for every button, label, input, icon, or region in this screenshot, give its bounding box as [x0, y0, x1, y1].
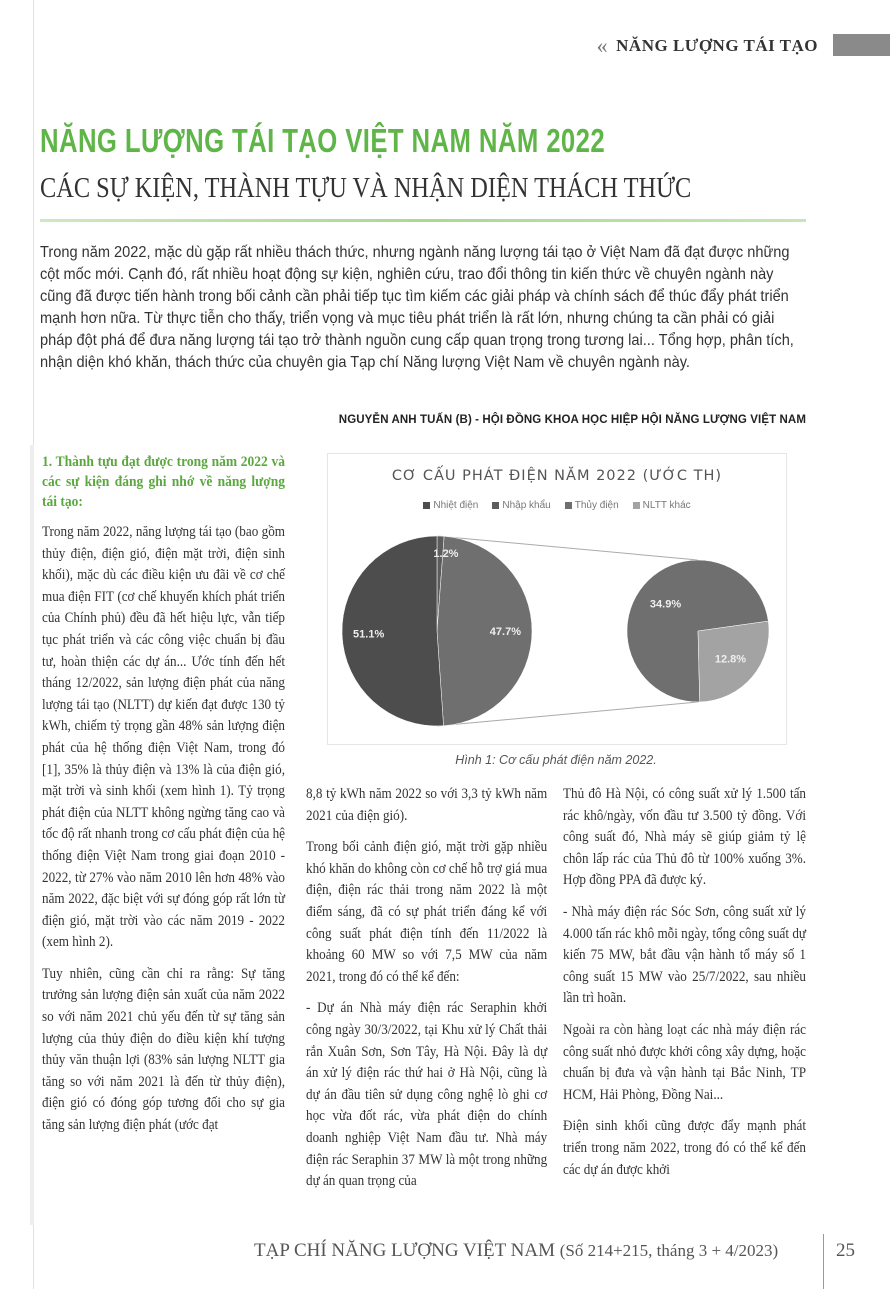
chart-title: CƠ CẤU PHÁT ĐIỆN NĂM 2022 (ƯỚC TH)	[391, 468, 723, 484]
issue-info: (Số 214+215, tháng 3 + 4/2023)	[559, 1241, 779, 1260]
figure-caption: Hình 1: Cơ cấu phát điện năm 2022.	[455, 753, 657, 767]
column-1	[42, 452, 285, 1147]
paragraph: Thủ đô Hà Nội, có công suất xử lý 1.500 tấn rác khô/ngày, vốn đầu tư 3.500 tỷ đồng. Với công suất đó, Nhà máy sẽ giúp giảm tỷ lệ chôn lấp rác của Thủ đô từ 100% xuống 3%. Hợp đồng PPA đã được ký.	[563, 786, 806, 889]
column-2	[306, 784, 547, 1203]
page-number: 25	[836, 1240, 855, 1261]
footer-divider	[823, 1234, 824, 1289]
paragraph: Tuy nhiên, cũng cần chỉ ra rằng: Sự tăng trưởng sản lượng điện sản xuất của năm 2022 so với năm 2021 chủ yếu đến từ sự tăng sản lượng của thủy điện do điều kiện khí tượng thủy văn thuận lợi (83% sản lượng NLTT gia tăng so với năm 2021 là đến từ thủy điện), điện gió có đóng góp tương đối cho sự gia tăng sản lượng điện phát (ước đạt	[42, 965, 285, 1134]
pie-chart	[328, 454, 786, 744]
magazine-name: TẠP CHÍ NĂNG LƯỢNG VIỆT NAM	[254, 1240, 555, 1261]
pie-data-label: 51.1%	[353, 628, 385, 641]
legend-item: Nhiệt điện	[423, 500, 478, 511]
article-intro: Trong năm 2022, mặc dù gặp rất nhiều thách thức, nhưng ngành năng lượng tái tạo ở Việt Nam đã đạt được những cột mốc mới. Cạnh đó, rất nhiều hoạt động sự kiện, nghiên cứu, trao đổi thông tin kiến thức về chuyên ngành này cũng đã được tiến hành trong bối cảnh cần phải tiếp tục tìm kiếm các giải pháp và chính sách để thúc đẩy phát triển mạnh hơn nữa. Từ thực tiễn cho thấy, triển vọng và mục tiêu phát triển là rất lớn, nhưng chúng ta cần phải có giải pháp đột phá để đưa năng lượng tái tạo trở thành nguồn cung cấp quan trọng trong tương lai... Tổng hợp, phân tích, nhận diện khó khăn, thách thức của chuyên gia Tạp chí Năng lượng Việt Nam về chuyên ngành này.	[40, 244, 794, 371]
paragraph: Điện sinh khối cũng được đẩy mạnh phát triển trong năm 2022, trong đó có thể kể đến các dự án được khởi	[563, 1118, 806, 1178]
header-tab-block	[833, 34, 890, 56]
legend-item: Thủy điện	[565, 500, 619, 511]
title-divider	[40, 219, 806, 222]
paragraph: 8,8 tỷ kWh năm 2022 so với 3,3 tỷ kWh năm 2021 của điện gió).	[306, 786, 548, 824]
column-3	[563, 784, 806, 1191]
pie-data-label: 12.8%	[714, 653, 747, 666]
byline: NGUYỄN ANH TUẤN (B) - HỘI ĐỒNG KHOA HỌC HIỆP HỘI NĂNG LƯỢNG VIỆT NAM	[338, 414, 806, 426]
pie-chart-figure	[327, 453, 787, 745]
section-heading: 1. Thành tựu đạt được trong năm 2022 và các sự kiện đáng ghi nhớ về năng lượng tái tạo:	[42, 454, 285, 510]
paragraph: Trong bối cảnh điện gió, mặt trời gặp nhiều khó khăn do không còn cơ chế hỗ trợ giá mua điện, điện rác thải trong năm 2022 là một điểm sáng, đã có sự phát triển đáng kể với công suất phát điện tính đến 11/2022 là khoảng 60 MW so với 7,5 MW của năm 2021, trong đó có thể kể đến:	[306, 839, 548, 985]
paragraph: - Dự án Nhà máy điện rác Seraphin khởi công ngày 30/3/2022, tại Khu xử lý Chất thải rắn Xuân Sơn, Sơn Tây, Hà Nội. Đây là dự án xử lý điện rác thứ hai ở Hà Nội, cũng là dự án đầu tiên sử dụng công nghệ lò ghi cơ học vừa đốt rác, vừa phát điện do chính doanh nghiệp Việt Nam đầu tư. Nhà máy điện rác Seraphin 37 MW là một trong những dự án quan trọng của	[306, 1000, 548, 1190]
column-side-band	[30, 445, 34, 1225]
pie-data-label: 1.2%	[433, 548, 459, 561]
paragraph: Trong năm 2022, năng lượng tái tạo (bao gồm thủy điện, điện gió, điện mặt trời, điện sinh khối), mặc dù các điều kiện ưu đãi về cơ chế mua điện FIT (cơ chế khuyến khích phát triển của Chính phủ) đều đã hết hiệu lực, vẫn tiếp tục phát triển và các công việc chuẩn bị đầu tư, hoàn thiện các dự án... Ước tính đến hết tháng 12/2022, sản lượng điện phát của năng lượng tái tạo (NLTT) dự kiến đạt được 130 tỷ kWh, chiếm tỷ trọng gần 48% sản lượng điện phát của hệ thống điện Việt Nam, trong đó [1], 35% là thủy điện và 13% là của điện gió, mặt trời và sinh khối (xem hình 1). Tỷ trọng phát điện của NLTT không ngừng tăng cao và tốc độ rất nhanh trong cơ cấu phát điện của hệ thống điện Việt Nam trong giai đoạn 2010 - 2022, từ 27% vào năm 2010 lên hơn 48% vào năm 2022, đặc biệt với sự đóng góp rất lớn từ điện gió, mặt trời vào các năm 2019 - 2022 (xem hình 2).	[42, 524, 285, 951]
legend-item: NLTT khác	[633, 500, 691, 511]
footer-magazine	[254, 1240, 778, 1262]
pie-data-label: 34.9%	[649, 598, 682, 611]
legend-item: Nhập khẩu	[492, 500, 550, 511]
article-title: NĂNG LƯỢNG TÁI TẠO VIỆT NAM NĂM 2022	[40, 122, 606, 159]
paragraph: Ngoài ra còn hàng loạt các nhà máy điện rác công suất nhỏ được khởi công xây dựng, hoặc chuẩn bị đưa và vận hành tại Bắc Ninh, TP HCM, Hải Phòng, Đồng Nai...	[563, 1021, 806, 1103]
section-label: NĂNG LƯỢNG TÁI TẠO	[616, 36, 818, 55]
pie-data-label: 47.7%	[489, 626, 522, 639]
section-header	[597, 33, 818, 59]
paragraph: - Nhà máy điện rác Sóc Sơn, công suất xử lý 4.000 tấn rác khô mỗi ngày, tổng công suất dự kiến 75 MW, bắt đầu vận hành tổ máy số 1 công suất 15 MW vào 25/7/2022, sau nhiều lần trì hoãn.	[563, 903, 807, 1007]
double-chevron-left-icon: «	[596, 33, 609, 58]
article-subtitle: CÁC SỰ KIỆN, THÀNH TỰU VÀ NHẬN DIỆN THÁCH THỨC	[40, 172, 692, 204]
